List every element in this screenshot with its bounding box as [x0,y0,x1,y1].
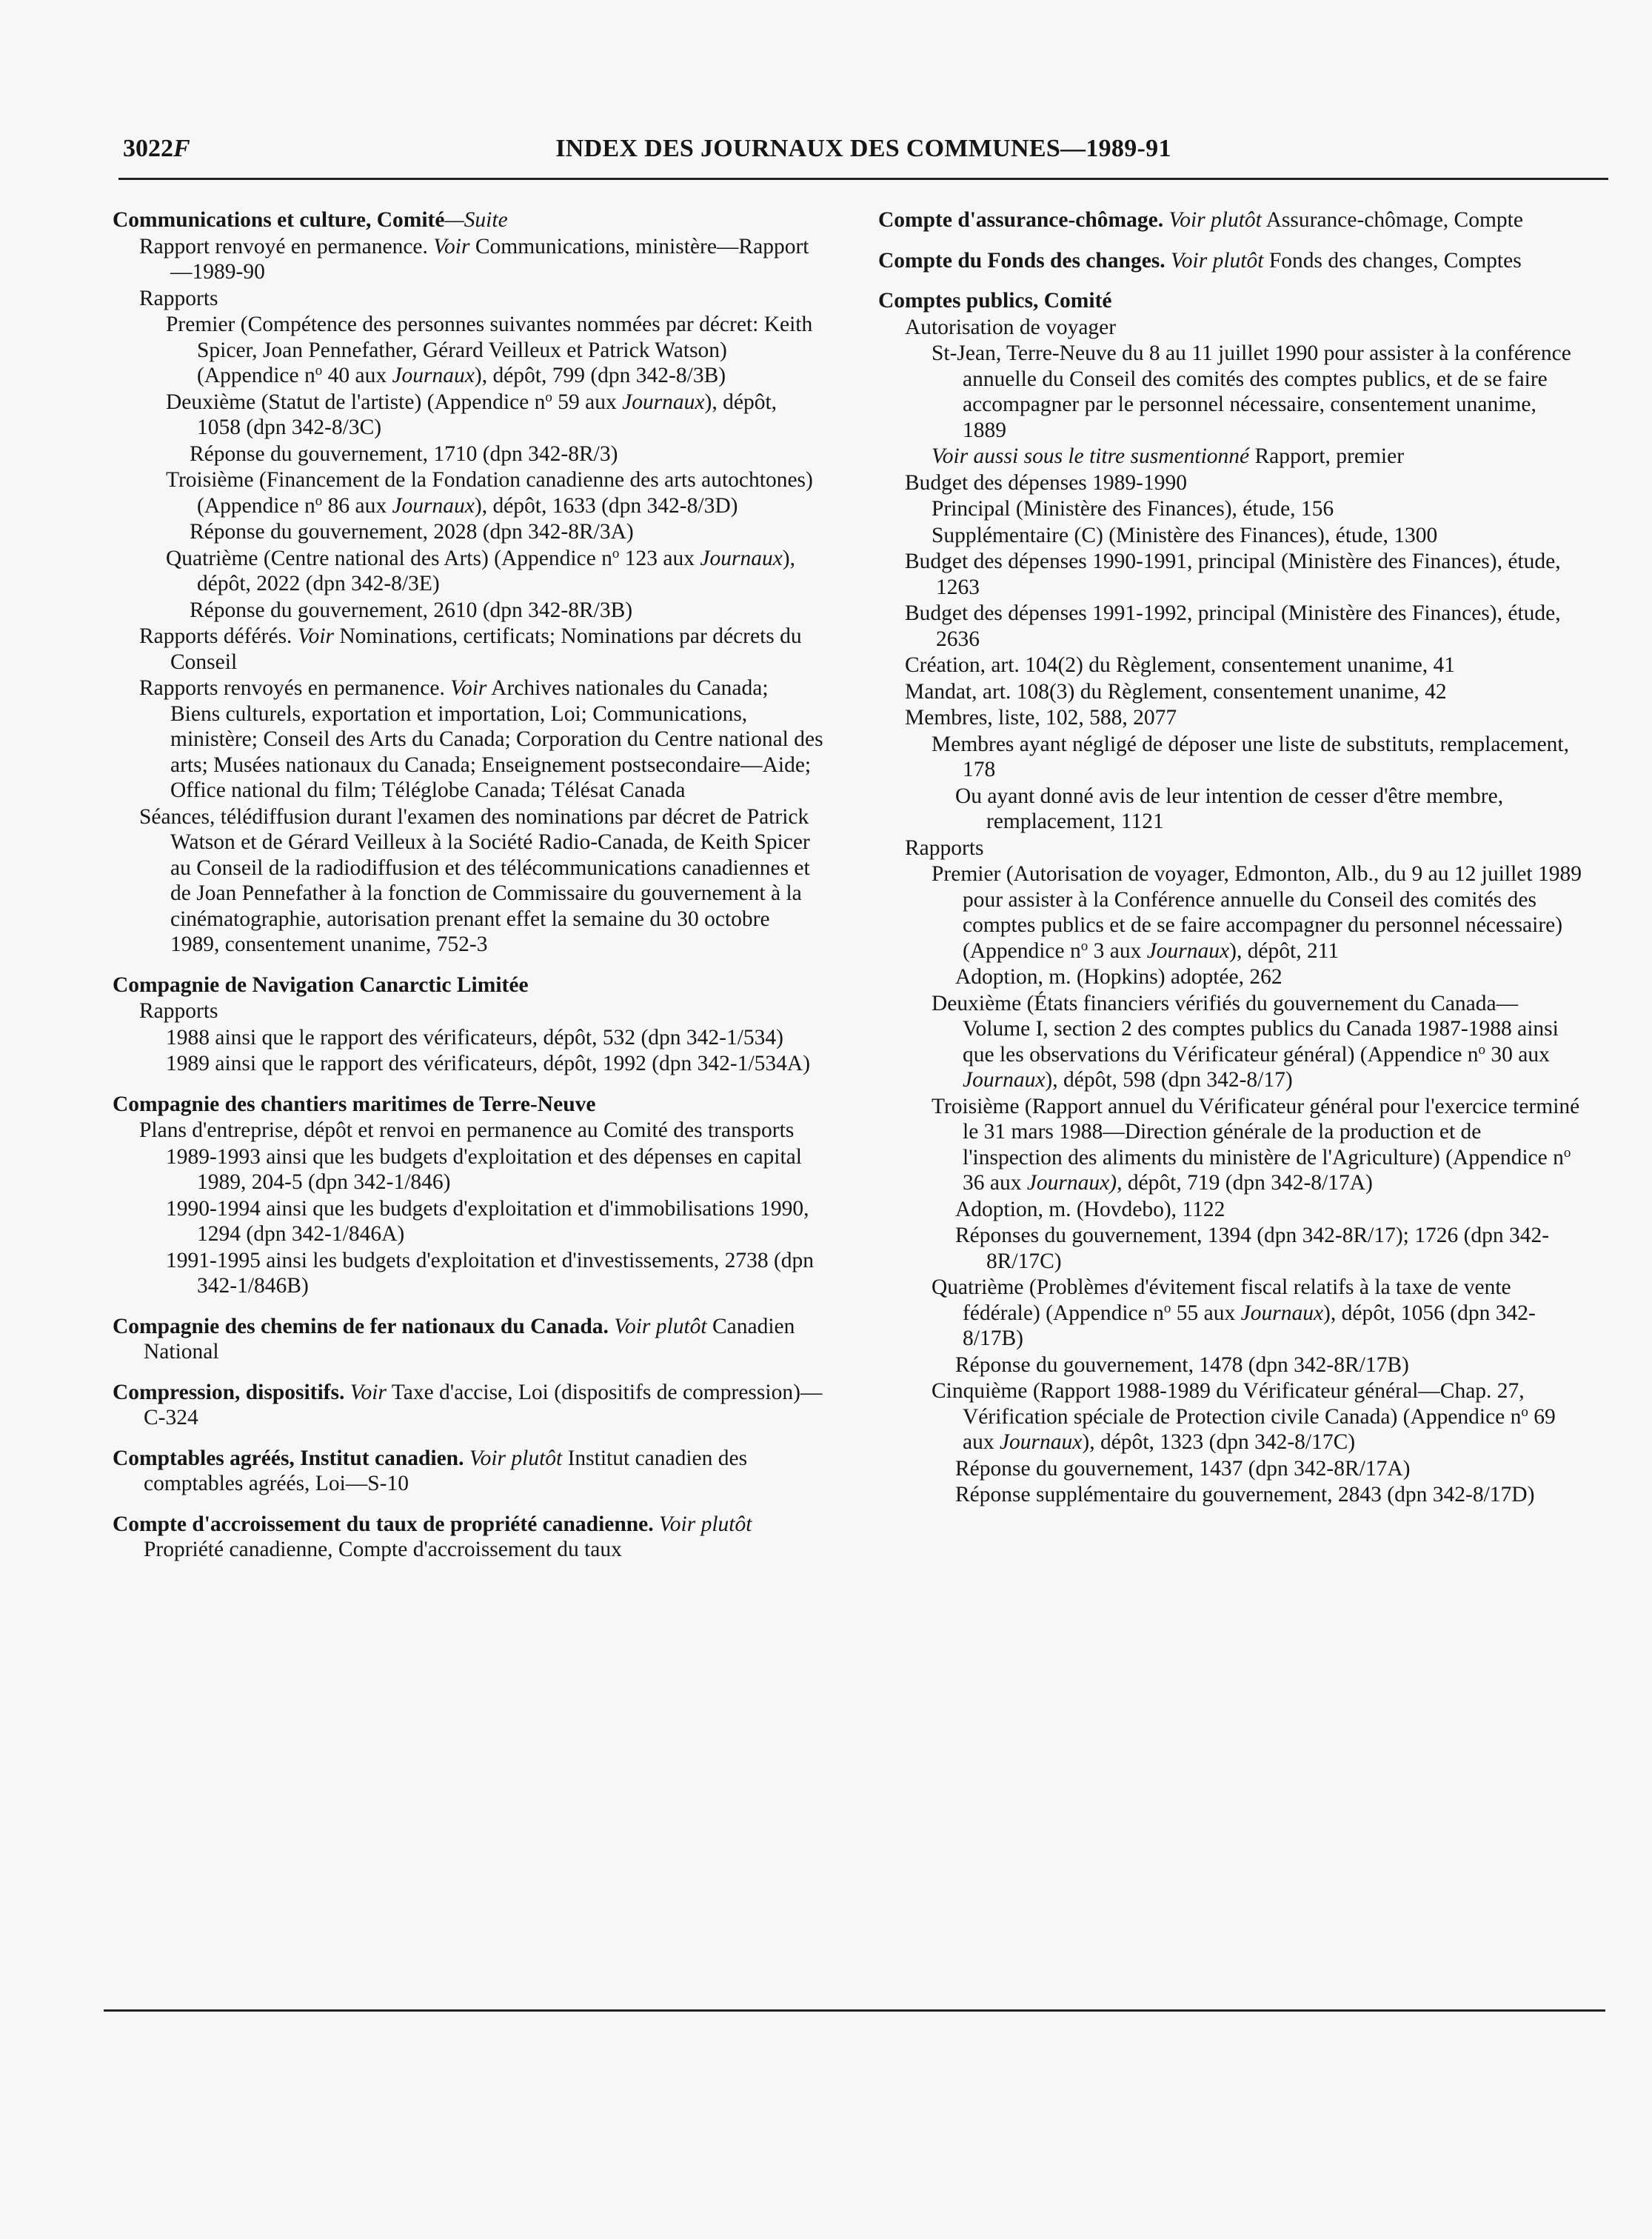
entry-text [878,248,1582,274]
entry-italic: Voir [344,1380,387,1404]
entry-reference: ), dépôt, 2022 (dpn 342-8/3E) [197,546,795,595]
entry-reference: Fonds des changes, Comptes [1263,248,1522,273]
entry-text [113,207,823,233]
index-subentry [166,1196,823,1247]
index-subentry [955,784,1582,835]
page-header [118,132,1608,179]
entry-text [113,1380,823,1431]
entry-text-part: Réponse du gouvernement, 1437 (dpn 342-8R/17A) [955,1456,1411,1481]
index-subentry [905,315,1582,341]
entry-text [955,1352,1582,1378]
entry-text-part: Troisième (Rapport annuel du Vérificateur général pour l'exercice terminé le 31 mars 1988—Direction générale de la production et de l'inspection des aliments du ministère de l'Agriculture) (Appendice n [932,1094,1580,1169]
entry-text-part: 69 aux [963,1404,1556,1454]
entry-text [932,1275,1582,1352]
entry-text [905,315,1582,341]
entry-reference: Institut canadien des comptables agréés, Loi—S-10 [144,1446,748,1495]
entry-reference: ), dépôt, 1056 (dpn 342-8/17B) [963,1301,1536,1350]
superscript [1081,938,1088,954]
entry-text-part: 40 aux [322,364,392,387]
superscript-o: o [315,363,323,378]
entry-italic: Journaux [392,364,475,387]
superscript [545,390,552,405]
index-subentry [932,732,1582,783]
entry-reference: Communications, ministère—Rapport—1989-90 [170,234,809,284]
index-subentry [139,998,823,1024]
entry-italic: Journaux [1146,938,1230,963]
entry-reference: ), dépôt, 598 (dpn 342-8/17) [1045,1068,1293,1092]
entry-text [139,675,823,804]
index-subentry [932,1094,1582,1196]
index-subentry [139,234,823,285]
entry-text-part: Cinquième (Rapport 1988-1989 du Vérificateur général—Chap. 27, Vérification spéciale de Protection civile Canada) (Appendice n [932,1379,1525,1429]
index-heading-entry [113,1092,823,1118]
entry-text-part: Réponse du gouvernement, 2028 (dpn 342-8R/3A) [190,520,634,544]
index-subentry [166,546,823,597]
entry-heading: Compte du Fonds des changes. [878,248,1166,273]
entry-text [139,998,823,1024]
superscript [1564,1145,1571,1161]
entry-text-part: Budget des dépenses 1989-1990 [905,470,1187,495]
entry-text-part: 3 aux [1088,938,1147,963]
entry-text-part: Principal (Ministère des Finances), étude, 156 [932,497,1334,521]
index-subentry [905,705,1582,731]
entry-reference: Taxe d'accise, Loi (dispositifs de compression)—C-324 [144,1380,823,1429]
entry-text-part: 59 aux [552,390,623,414]
entry-reference: Nominations, certificats; Nominations par décrets du Conseil [170,624,802,674]
entry-reference: Archives nationales du Canada; Biens culturels, exportation et importation, Loi; Communications, ministère; Conseil des Arts du Canada; Corporation du Centre national des arts; Musées nationaux du Canada; Enseignement postsecondaire—Aide; Office national du film; Téléglobe Canada; Télésat Canada [170,676,823,802]
entry-text-part: Plans d'entreprise, dépôt et renvoi en permanence au Comité des transports [139,1118,795,1142]
index-subentry [166,467,823,518]
entry-text-part: 1990-1994 ainsi que les budgets d'exploitation et d'immobilisations 1990, 1294 (dpn 342-1/846A) [166,1196,809,1246]
entry-text-part: St-Jean, Terre-Neuve du 8 au 11 juillet 1990 pour assister à la conférence annuelle du Conseil des comités des comptes publics, et de se faire accompagner par le personnel nécessaire, consentement unanime, 1889 [932,341,1571,442]
entry-heading: Compagnie des chantiers maritimes de Terre-Neuve [113,1092,596,1116]
entry-text [955,1456,1582,1482]
index-subentry [955,1456,1582,1482]
entry-italic: Journaux [392,493,475,518]
entry-heading: Compagnie des chemins de fer nationaux du Canada. [113,1314,609,1338]
index-heading-entry [113,1512,823,1563]
entry-text [878,288,1582,314]
entry-text-part: Membres ayant négligé de déposer une liste de substituts, remplacement, 178 [932,732,1569,781]
entry-text [139,804,823,958]
index-heading-entry [113,1380,823,1431]
entry-heading: Compagnie de Navigation Canarctic Limitée [113,972,529,997]
entry-text [932,1378,1582,1455]
entry-text-part: Rapports [139,286,218,310]
entry-text [955,784,1582,835]
index-subentry [955,1197,1582,1223]
entry-text [932,341,1582,443]
index-subentry [905,549,1582,600]
index-heading-entry [113,1314,823,1365]
entry-text-part: 123 aux [619,546,700,570]
superscript [612,546,620,561]
entry-italic: Journaux [700,546,783,570]
entry-text-part: Deuxième (Statut de l'artiste) (Appendice n [166,390,546,414]
entry-text-part: Mandat, art. 108(3) du Règlement, consentement unanime, 42 [905,679,1447,704]
index-subentry [166,390,823,441]
entry-text-part: Rapports [139,999,218,1023]
entry-heading: Compte d'assurance-chômage. [878,208,1164,232]
entry-text [190,598,823,624]
entry-reference: Canadien National [144,1314,795,1364]
index-subentry [905,470,1582,496]
superscript-o: o [1563,1144,1571,1161]
index-heading-entry [113,207,823,233]
entry-text [166,1248,823,1299]
page-number-digits: 3022 [123,135,173,162]
index-subentry [166,1051,823,1077]
entry-text-part: Deuxième (États financiers vérifiés du gouvernement du Canada—Volume I, section 2 des comptes publics du Canada 1987-1988 ainsi que les observations du Vérificateur général) (Appendice n [932,991,1559,1067]
entry-italic: Journaux), [1026,1171,1123,1195]
right-column [878,207,1582,1509]
entry-text [955,1197,1582,1223]
entry-italic: Voir plutôt [653,1512,752,1536]
footer-rule [104,2009,1605,2012]
entry-text [166,1025,823,1051]
entry-italic: Journaux [963,1068,1046,1092]
index-subentry [166,1025,823,1051]
entry-italic: Voir [433,234,470,258]
entry-text-part: Budget des dépenses 1991-1992, principal (Ministère des Finances), étude, 2636 [905,601,1561,651]
entry-text [139,286,823,312]
entry-reference: ), dépôt, 799 (dpn 342-8/3B) [474,364,726,387]
index-subentry [932,341,1582,443]
entry-reference: ), dépôt, 1323 (dpn 342-8/17C) [1082,1430,1356,1454]
entry-text [955,1482,1582,1508]
superscript-o: o [1163,1300,1171,1316]
entry-text [905,470,1582,496]
index-heading-entry [113,1446,823,1497]
index-subentry [139,675,823,804]
entry-text [878,207,1582,233]
entry-text-part: Premier (Autorisation de voyager, Edmonton, Alb., du 9 au 12 juillet 1989 pour assister à la Conférence annuelle du Conseil des comités des comptes publics et de se faire accompagner du personnel nécessaire) (Appendice n [932,862,1582,963]
entry-text-part: 1989 ainsi que le rapport des vérificateurs, dépôt, 1992 (dpn 342-1/534A) [166,1052,811,1075]
index-heading-entry [113,972,823,998]
entry-italic: —Suite [444,208,508,232]
entry-italic: Journaux [999,1430,1083,1454]
index-subentry [166,1248,823,1299]
entry-heading: Comptes publics, Comité [878,289,1112,313]
entry-text-part: Premier (Compétence des personnes suivantes nommées par décret: Keith Spicer, Joan Pennefather, Gérard Veilleux et Patrick Watson) (Appendice n [166,313,813,387]
entry-text-part: Membres, liste, 102, 588, 2077 [905,706,1177,730]
entry-text-part: Réponse du gouvernement, 1478 (dpn 342-8R/17B) [955,1352,1409,1377]
index-subentry [932,496,1582,522]
index-subentry [139,624,823,675]
entry-text-part: 1988 ainsi que le rapport des vérificateurs, dépôt, 532 (dpn 342-1/534) [166,1025,783,1050]
index-subentry [955,964,1582,990]
entry-text [905,653,1582,678]
entry-text [955,964,1582,990]
entry-text [905,705,1582,731]
entry-text [113,1092,823,1118]
entry-heading: Compression, dispositifs. [113,1380,345,1404]
superscript-o: o [315,493,323,509]
superscript [315,493,323,509]
index-heading-entry [878,288,1582,314]
superscript-o: o [1521,1404,1528,1420]
entry-text-part: Autorisation de voyager [905,315,1117,339]
index-subentry [955,1223,1582,1274]
superscript [1479,1042,1486,1058]
entry-text [113,972,823,998]
entry-text [139,1118,823,1144]
entry-text [166,1144,823,1195]
entry-text [905,601,1582,652]
entry-text-part: 1989-1993 ainsi que les budgets d'exploitation et des dépenses en capital 1989, 204-5 (dpn 342-1/846) [166,1144,802,1194]
entry-text-part: Adoption, m. (Hovdebo), 1122 [955,1197,1225,1221]
entry-text [932,444,1582,470]
superscript [1164,1301,1171,1316]
entry-text [932,732,1582,783]
entry-reference: Rapport, premier [1249,444,1405,468]
entry-text [932,861,1582,964]
entry-reference: Propriété canadienne, Compte d'accroissement du taux [144,1538,622,1561]
header-rule [118,178,1608,180]
entry-text-part: Quatrième (Problèmes d'évitement fiscal relatifs à la taxe de vente fédérale) (Appendice n [932,1275,1511,1325]
entry-text [905,679,1582,705]
entry-text-part: Réponse supplémentaire du gouvernement, 2843 (dpn 342-8/17D) [955,1483,1535,1506]
index-subentry [139,1118,823,1144]
entry-text [932,1094,1582,1196]
entry-text [166,546,823,597]
entry-text [139,624,823,675]
entry-text-part: 86 aux [322,493,392,518]
superscript-o: o [1478,1041,1486,1058]
index-subentry [139,804,823,958]
entry-text-part: Rapports renvoyés en permanence. [139,676,451,700]
index-subentry [905,679,1582,705]
index-heading-entry [878,248,1582,274]
entry-text-part: 1991-1995 ainsi les budgets d'exploitation et d'investissements, 2738 (dpn 342-1/846B) [166,1248,815,1298]
entry-text-part: Rapport renvoyé en permanence. [139,234,434,258]
entry-text-part: Création, art. 104(2) du Règlement, consentement unanime, 41 [905,653,1456,677]
entry-italic: Voir plutôt [1165,248,1264,273]
entry-italic: Journaux [1240,1301,1324,1325]
index-subentry [932,861,1582,964]
index-subentry [932,1378,1582,1455]
entry-italic: Journaux [622,390,705,414]
index-subentry [166,312,823,389]
left-column [113,207,823,1564]
entry-text [905,835,1582,861]
index-subentry [932,1275,1582,1352]
entry-italic: Voir plutôt [464,1446,563,1470]
entry-text-part: Réponse du gouvernement, 1710 (dpn 342-8R/3) [190,441,618,466]
index-subentry [955,1482,1582,1508]
page-number-suffix: F [173,135,190,162]
entry-text-part: Adoption, m. (Hopkins) adoptée, 262 [955,965,1283,989]
superscript-o: o [1080,938,1088,954]
entry-text [190,441,823,467]
entry-text-part: Ou ayant donné avis de leur intention de cesser d'être membre, remplacement, 1121 [955,784,1504,833]
entry-reference: ), dépôt, 1633 (dpn 342-8/3D) [474,493,738,518]
entry-text [113,1512,823,1563]
index-subentry [932,444,1582,470]
entry-italic: Voir [297,624,334,648]
entry-text [932,496,1582,522]
superscript-o: o [545,389,552,405]
entry-text [190,519,823,545]
index-heading-entry [878,207,1582,233]
entry-text-part: Rapports déférés. [139,624,298,648]
entry-text-part: 36 aux [963,1171,1027,1195]
index-subentry [955,1352,1582,1378]
entry-text [905,549,1582,600]
entry-reference: Assurance-chômage, Compte [1261,208,1523,232]
entry-text [166,1196,823,1247]
entry-italic: Voir plutôt [608,1314,707,1338]
index-subentry [190,598,823,624]
entry-reference: dépôt, 719 (dpn 342-8/17A) [1122,1171,1373,1195]
entry-heading: Communications et culture, Comité [113,208,445,232]
index-subentry [905,653,1582,678]
entry-text [932,991,1582,1093]
entry-reference: ), dépôt, 1058 (dpn 342-8/3C) [197,390,777,439]
superscript [1521,1404,1528,1420]
entry-text [955,1223,1582,1274]
index-subentry [932,523,1582,549]
running-title: INDEX DES JOURNAUX DES COMMUNES—1989-91 [555,135,1171,162]
entry-italic: Voir [450,676,487,700]
entry-text [113,1314,823,1365]
entry-text [166,467,823,518]
entry-text-part: Supplémentaire (C) (Ministère des Finances), étude, 1300 [932,523,1438,547]
entry-italic: Voir plutôt [1163,208,1262,232]
index-subentry [905,601,1582,652]
entry-text-part: Troisième (Financement de la Fondation canadienne des arts autochtones) (Appendice n [166,468,813,518]
entry-text-part: Rapports [905,835,984,860]
entry-text-part: 30 aux [1485,1042,1550,1067]
superscript-o: o [612,545,620,561]
entry-text-part: 55 aux [1171,1301,1241,1325]
index-subentry [190,519,823,545]
superscript [315,363,323,378]
entry-text-part: Séances, télédiffusion durant l'examen des nominations par décret de Patrick Watson et de Gérard Veilleux à la Société Radio-Canada, de Keith Spicer au Conseil de la radiodiffusion et des télécommunications canadiennes et de Joan Pennefather à la fonction de Commissaire du gouvernement à la cinématographie, autorisation prenant effet la semaine du 30 octobre 1989, consentement unanime, 752-3 [139,804,810,956]
entry-text-part: Réponses du gouvernement, 1394 (dpn 342-8R/17); 1726 (dpn 342-8R/17C) [955,1224,1550,1273]
entry-text-part: Réponse du gouvernement, 2610 (dpn 342-8R/3B) [190,598,633,622]
entry-text [166,1051,823,1077]
entry-text [166,312,823,389]
index-subentry [190,441,823,467]
index-subentry [139,286,823,312]
index-subentry [932,991,1582,1093]
entry-reference: ), dépôt, 211 [1229,938,1340,963]
entry-text [113,1446,823,1497]
entry-heading: Compte d'accroissement du taux de propriété canadienne. [113,1512,654,1536]
entry-text [932,523,1582,549]
entry-text-part: Quatrième (Centre national des Arts) (Appendice n [166,546,612,570]
entry-text [139,234,823,285]
entry-text [166,390,823,441]
entry-heading: Comptables agréés, Institut canadien. [113,1446,464,1470]
index-subentry [905,835,1582,861]
entry-text-part: Budget des dépenses 1990-1991, principal (Ministère des Finances), étude, 1263 [905,550,1561,599]
index-subentry [166,1144,823,1195]
entry-italic: Voir aussi sous le titre susmentionné [932,444,1250,468]
